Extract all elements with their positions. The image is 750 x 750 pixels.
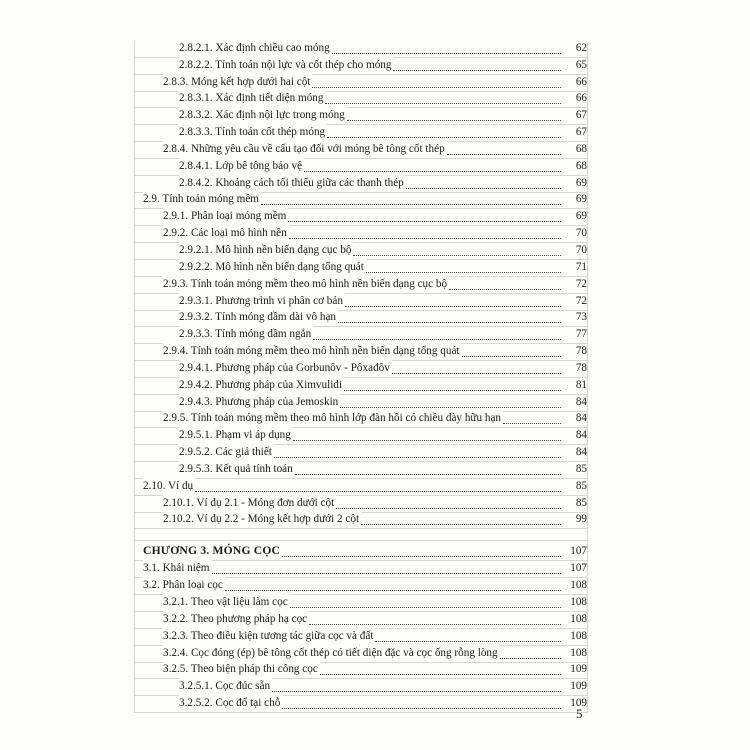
toc-entry-page: 109 (570, 697, 587, 710)
toc-leader-dots (195, 491, 561, 492)
toc-entry-title: 2.8.3.2. Xác định nội lực trong móng (179, 109, 345, 122)
toc-entry (135, 294, 587, 311)
toc-entry-page: 69 (575, 210, 587, 223)
toc-leader-dots (274, 457, 561, 458)
toc-entry-page: 108 (570, 596, 587, 608)
toc-entry (135, 679, 587, 696)
toc-entry (135, 561, 587, 578)
toc-entry (135, 75, 587, 92)
toc-entry-page: 85 (575, 479, 587, 492)
toc-entry-page: 108 (570, 646, 587, 659)
toc-leader-dots (462, 356, 561, 357)
toc-leader-dots (366, 272, 561, 273)
toc-leader-dots (295, 474, 561, 475)
toc-entry (135, 462, 587, 479)
toc-entry-title: 3.2.5. Theo biện pháp thi công cọc (163, 663, 318, 676)
toc-entry-title: 2.9.3.1. Phương trình vi phân cơ bản (179, 294, 343, 307)
toc-entry-title: 2.8.3.3. Tính toán cốt thép móng (179, 126, 326, 139)
toc-entry (135, 646, 587, 663)
toc-entry-title: CHƯƠNG 3. MÓNG CỌC (143, 544, 281, 558)
toc-leader-dots (327, 137, 561, 138)
toc-leader-dots (313, 339, 561, 340)
toc-entry (135, 327, 587, 344)
toc-entry (135, 629, 587, 646)
toc-entry-page: 84 (575, 429, 587, 442)
toc-entry (135, 108, 587, 125)
toc-entry-page: 66 (575, 92, 587, 105)
toc-entry (135, 445, 587, 462)
toc-entry (135, 176, 587, 193)
toc-entry-title: 3.2. Phân loại cọc (143, 579, 223, 592)
toc-entry-title: 2.9.1. Phân loại móng mềm (163, 210, 287, 223)
toc-entry (135, 193, 587, 210)
toc-entry-page: 66 (575, 75, 587, 88)
toc-entry-title: 2.9.2.1. Mô hình nền biến dạng cục bộ (179, 243, 352, 256)
toc-entry-title: 2.9.5.1. Phạm vi áp dụng (179, 429, 291, 442)
toc-entry-page: 78 (575, 345, 587, 358)
toc-entry (135, 41, 587, 58)
toc-entry (135, 513, 587, 530)
toc-leader-dots (353, 255, 561, 256)
toc-entry-title: 2.8.4.2. Khoảng cách tối thiểu giữa các thanh thép (179, 176, 404, 189)
toc-entry-page: 99 (575, 513, 587, 526)
toc-entry-title: 2.8.3.1. Xác định tiết diện móng (179, 92, 324, 105)
toc-entry-title: 3.2.5.1. Cọc đúc sẵn (179, 680, 271, 693)
toc-entry-title: 2.9.2. Các loại mô hình nền (163, 227, 287, 240)
toc-leader-dots (375, 641, 561, 642)
toc-entry-page: 70 (575, 243, 587, 256)
toc-leader-dots (309, 624, 561, 625)
toc-entry-page: 107 (570, 562, 587, 575)
toc-entry-page: 109 (570, 663, 587, 676)
toc-entry-title: 2.10. Ví dụ (143, 479, 194, 492)
toc-entry (135, 428, 587, 445)
toc-entry-page: 108 (570, 629, 587, 642)
toc-leader-dots (332, 53, 561, 54)
toc-entry-page: 107 (570, 545, 587, 558)
toc-leader-dots (293, 440, 561, 441)
toc-entry (135, 612, 587, 629)
toc-leader-dots (447, 154, 561, 155)
toc-entry-title: 3.1. Khái niệm (143, 562, 210, 575)
toc-entry (135, 663, 587, 680)
toc-entry (135, 344, 587, 361)
toc-entry (135, 142, 587, 159)
toc-entry-page: 68 (575, 142, 587, 155)
toc-spacer (135, 529, 587, 541)
toc-entry-page: 84 (575, 395, 587, 408)
toc-entry-page: 77 (575, 328, 587, 341)
toc-entry-title: 2.9.2.2. Mô hình nền biến dạng tổng quát (179, 260, 364, 273)
toc-entry (135, 479, 587, 496)
toc-entry (135, 412, 587, 429)
toc-leader-dots (347, 120, 561, 121)
toc-entry-page: 69 (575, 193, 587, 206)
toc-leader-dots (320, 674, 561, 675)
toc-entry-title: 2.9. Tính toán móng mềm (143, 193, 260, 206)
toc-entry (135, 578, 587, 595)
toc-entry-title: 2.9.5.2. Các giả thiết (179, 446, 272, 459)
toc-entry (135, 92, 587, 109)
toc-entry-title: 3.2.1. Theo vật liệu làm cọc (163, 596, 288, 608)
toc-entry-title: 2.10.1. Ví dụ 2.1 - Móng đơn dưới cột (163, 496, 335, 509)
toc-entry (135, 311, 587, 328)
toc-entry-title: 2.9.4.2. Phương pháp của Ximvulidi (179, 378, 342, 391)
toc-entry-page: 67 (575, 109, 587, 122)
toc-entry-page: 78 (575, 361, 587, 374)
toc-leader-dots (282, 708, 561, 709)
toc-leader-dots (392, 373, 561, 374)
toc-entry-page: 67 (575, 126, 587, 139)
toc-entry-page: 65 (575, 58, 587, 71)
toc-entry (135, 595, 587, 612)
toc-leader-dots (338, 322, 561, 323)
toc-entry-page: 71 (575, 260, 587, 273)
toc-entry-page: 85 (575, 496, 587, 509)
toc-entry-page: 85 (575, 462, 587, 475)
toc-leader-dots (345, 306, 561, 307)
toc-entry (135, 395, 587, 412)
toc-leader-dots (282, 556, 561, 557)
toc-entry (135, 496, 587, 513)
toc-entry-page: 69 (575, 176, 587, 189)
toc-entry-page: 73 (575, 311, 587, 324)
toc-entry-page: 84 (575, 446, 587, 459)
toc-entry-page: 72 (575, 294, 587, 307)
toc-entry-page: 81 (575, 378, 587, 391)
toc-leader-dots (272, 691, 561, 692)
toc-entry (135, 277, 587, 294)
toc-entry (135, 243, 587, 260)
toc-entry-title: 2.9.4.3. Phương pháp của Jemoskin (179, 395, 339, 408)
table-of-contents (134, 41, 588, 713)
toc-entry-page: 68 (575, 159, 587, 172)
toc-entry-title: 2.9.3.2. Tính móng dầm dài vô hạn (179, 311, 337, 324)
toc-entry-page: 72 (575, 277, 587, 290)
toc-leader-dots (344, 390, 561, 391)
toc-entry-title: 3.2.4. Cọc đóng (ép) bê tông cốt thép có tiết diện đặc và cọc ống rỗng lòng (163, 646, 498, 659)
toc-entry (135, 209, 587, 226)
toc-leader-dots (289, 238, 561, 239)
toc-leader-dots (406, 188, 561, 189)
toc-entry-title: 2.8.2.2. Tính toán nội lực và cốt thép cho móng (179, 58, 392, 71)
toc-leader-dots (312, 87, 561, 88)
toc-entry-title: 2.8.4.1. Lớp bê tông bảo vệ (179, 159, 303, 172)
toc-entry-title: 3.2.5.2. Cọc đổ tại chỗ (179, 697, 281, 710)
toc-entry (135, 226, 587, 243)
toc-entry-title: 2.8.3. Móng kết hợp dưới hai cột (163, 75, 311, 88)
toc-entry-page: 108 (570, 579, 587, 592)
toc-leader-dots (361, 524, 561, 525)
toc-entry-title: 2.8.4. Những yêu cầu về cấu tạo đối với móng bê tông cốt thép (163, 142, 445, 155)
toc-entry (135, 696, 587, 713)
toc-entry (135, 58, 587, 75)
toc-entry-title: 3.2.3. Theo điều kiện tương tác giữa cọc và đất (163, 629, 374, 642)
toc-entry-title: 2.10.2. Ví dụ 2.2 - Móng kết hợp dưới 2 cột (163, 513, 360, 526)
toc-leader-dots (261, 204, 561, 205)
toc-entry-page: 70 (575, 227, 587, 240)
toc-leader-dots (304, 171, 561, 172)
toc-entry (135, 159, 587, 176)
toc-entry (135, 361, 587, 378)
toc-entry (135, 260, 587, 277)
toc-entry-title: 2.8.2.1. Xác định chiều cao móng (179, 41, 330, 54)
toc-entry (135, 378, 587, 395)
toc-entry-title: 2.9.3. Tính toán móng mềm theo mô hình nền biến dạng cục bộ (163, 277, 448, 290)
toc-entry-title: 2.9.5. Tính toán móng mềm theo mô hình lớp đàn hồi có chiều dày hữu hạn (163, 412, 502, 425)
toc-entry-title: 3.2.2. Theo phương pháp hạ cọc (163, 612, 308, 625)
toc-entry-title: 2.9.3.3. Tính móng dầm ngắn (179, 328, 312, 341)
toc-entry (135, 125, 587, 142)
toc-leader-dots (340, 407, 561, 408)
toc-leader-dots (503, 423, 561, 424)
toc-leader-dots (288, 221, 561, 222)
toc-entry-page: 62 (575, 41, 587, 54)
page-number: 5 (576, 706, 583, 721)
toc-leader-dots (212, 573, 561, 574)
toc-entry-page: 84 (575, 412, 587, 425)
toc-chapter-entry (135, 541, 587, 561)
toc-entry-title: 2.9.4.1. Phương pháp của Gorbunôv - Pôxađôv (179, 361, 390, 374)
toc-entry-title: 2.9.5.3. Kết quả tính toán (179, 462, 293, 475)
toc-leader-dots (290, 607, 561, 608)
toc-entry-page: 109 (570, 680, 587, 693)
toc-leader-dots (449, 289, 561, 290)
toc-leader-dots (325, 103, 561, 104)
toc-entry-page: 108 (570, 612, 587, 625)
toc-leader-dots (336, 508, 561, 509)
toc-leader-dots (225, 590, 561, 591)
toc-entry-title: 2.9.4. Tính toán móng mềm theo mô hình nền biến dạng tổng quát (163, 345, 460, 358)
toc-leader-dots (500, 658, 561, 659)
toc-leader-dots (393, 70, 561, 71)
